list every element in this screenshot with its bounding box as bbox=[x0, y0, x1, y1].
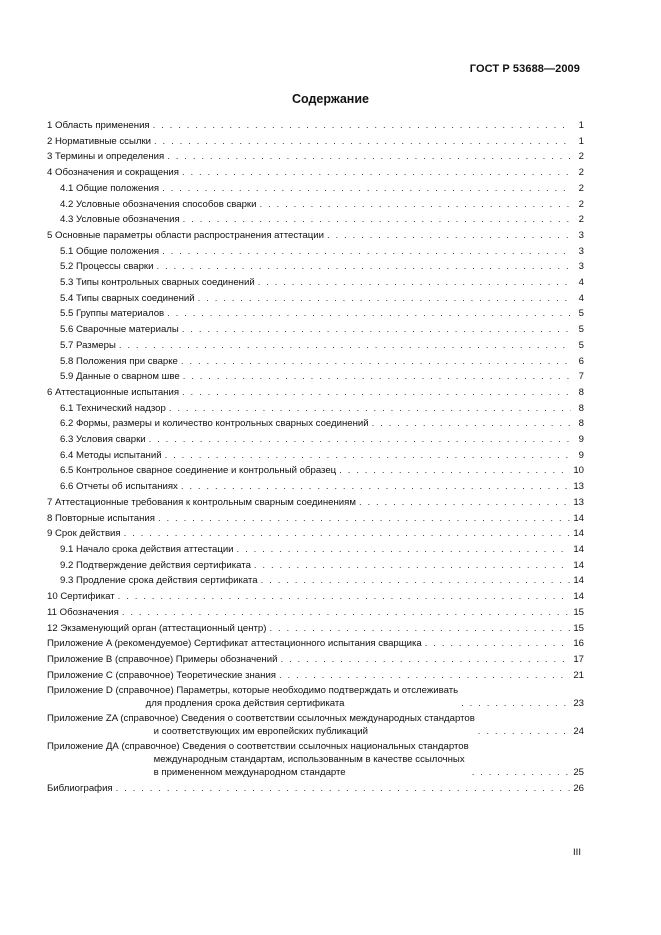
toc-leader-dots bbox=[156, 259, 571, 275]
toc-entry[interactable] bbox=[47, 479, 584, 495]
toc-leader-dots bbox=[167, 149, 571, 165]
toc-entry[interactable] bbox=[47, 636, 584, 652]
toc-leader-dots bbox=[167, 306, 571, 322]
toc-entry[interactable] bbox=[47, 306, 584, 322]
toc-leader-dots bbox=[359, 495, 570, 511]
toc-entry-label: 4.1 Общие положения bbox=[60, 182, 160, 194]
toc-entry-page: 3 bbox=[578, 261, 584, 273]
toc-leader-dots bbox=[339, 463, 570, 479]
toc-entry-label: 6.3 Условия сварки bbox=[60, 434, 146, 446]
toc-entry[interactable] bbox=[47, 197, 584, 213]
toc-leader-dots bbox=[153, 118, 571, 134]
toc-entry-label: 5.2 Процессы сварки bbox=[60, 261, 154, 273]
toc-entry[interactable] bbox=[47, 589, 584, 605]
toc-entry-label: 9 Срок действия bbox=[47, 528, 121, 540]
toc-entry-label: 6.1 Технический надзор bbox=[60, 402, 166, 414]
toc-entry-page: 8 bbox=[578, 402, 584, 414]
toc-entry-label: 6.2 Формы, размеры и количество контрольных сварных соединений bbox=[60, 418, 369, 430]
toc-entry[interactable] bbox=[47, 275, 584, 291]
toc-entry-page: 8 bbox=[578, 418, 584, 430]
toc-entry-page: 1 bbox=[578, 120, 584, 131]
toc-entry[interactable] bbox=[47, 134, 584, 150]
toc-leader-dots bbox=[154, 134, 571, 150]
toc-entry-page: 14 bbox=[573, 543, 584, 555]
toc-entry-label: 11 Обозначения bbox=[47, 606, 119, 618]
toc-entry-label: 6.5 Контрольное сварное соединение и контрольный образец bbox=[60, 465, 337, 477]
toc-entry[interactable] bbox=[47, 212, 584, 228]
toc-leader-dots bbox=[182, 165, 571, 181]
toc-entry[interactable] bbox=[47, 448, 584, 464]
toc-leader-dots bbox=[162, 244, 571, 260]
table-of-contents bbox=[47, 118, 584, 797]
toc-leader-dots bbox=[183, 212, 571, 228]
toc-leader-dots bbox=[280, 652, 570, 668]
toc-entry-page: 2 bbox=[578, 214, 584, 226]
toc-leader-dots bbox=[119, 338, 571, 354]
toc-entry-page: 13 bbox=[573, 496, 584, 508]
toc-leader-dots bbox=[124, 526, 571, 542]
toc-entry-label: 5 Основные параметры области распространения аттестации bbox=[47, 229, 324, 241]
toc-leader-dots bbox=[425, 636, 571, 652]
toc-entry[interactable] bbox=[47, 369, 584, 385]
toc-entry-label: 5.4 Типы сварных соединений bbox=[60, 292, 195, 304]
toc-leader-dots bbox=[478, 725, 571, 738]
toc-entry-label: 6 Аттестационные испытания bbox=[47, 386, 180, 398]
toc-entry-label: 3 Термины и определения bbox=[47, 151, 165, 163]
toc-leader-dots bbox=[472, 766, 571, 779]
toc-entry[interactable] bbox=[47, 354, 584, 370]
toc-entry-page: 3 bbox=[578, 245, 584, 257]
toc-entry-page: 16 bbox=[573, 638, 584, 650]
toc-entry[interactable] bbox=[47, 181, 584, 197]
toc-entry-page: 4 bbox=[578, 292, 584, 304]
toc-entry-page: 26 bbox=[573, 783, 584, 795]
page-title: Содержание bbox=[291, 92, 369, 106]
document-id: ГОСТ Р 53688—2009 bbox=[469, 63, 580, 75]
toc-leader-dots bbox=[254, 558, 570, 574]
toc-entry-label: Библиография bbox=[47, 783, 113, 795]
toc-entry-page: 14 bbox=[573, 528, 584, 540]
toc-entry[interactable] bbox=[47, 781, 584, 797]
toc-entry-page: 21 bbox=[573, 669, 584, 681]
toc-entry-page: 23 bbox=[573, 698, 584, 710]
toc-leader-dots bbox=[258, 275, 571, 291]
toc-leader-dots bbox=[198, 291, 571, 307]
toc-entry-label: 5.9 Данные о сварном шве bbox=[60, 371, 180, 383]
toc-leader-dots bbox=[162, 181, 571, 197]
toc-entry[interactable] bbox=[47, 495, 584, 511]
toc-entry-page: 2 bbox=[578, 151, 584, 163]
toc-leader-dots bbox=[149, 432, 571, 448]
toc-leader-dots bbox=[118, 589, 571, 605]
toc-entry-label: 9.2 Подтверждение действия сертификата bbox=[60, 559, 251, 571]
toc-entry[interactable] bbox=[47, 259, 584, 275]
toc-entry[interactable] bbox=[47, 338, 584, 354]
toc-entry-label: 10 Сертификат bbox=[47, 591, 115, 603]
toc-entry-page: 6 bbox=[578, 355, 584, 367]
toc-entry-label: 1 Область применения bbox=[47, 120, 150, 131]
toc-leader-dots bbox=[181, 354, 571, 370]
toc-entry[interactable] bbox=[47, 291, 584, 307]
toc-entry-label: 4.3 Условные обозначения bbox=[60, 214, 180, 226]
toc-entry-page: 5 bbox=[578, 339, 584, 351]
toc-entry[interactable] bbox=[47, 118, 584, 134]
toc-entry-label: 9.3 Продление срока действия сертификата bbox=[60, 575, 258, 587]
toc-entry-label: 12 Экзаменующий орган (аттестационный центр) bbox=[47, 622, 267, 634]
toc-entry-page: 4 bbox=[578, 277, 584, 289]
toc-leader-dots bbox=[158, 511, 570, 527]
toc-entry-page: 1 bbox=[578, 135, 584, 147]
toc-entry-label: Приложение C (справочное) Теоретические знания bbox=[47, 669, 276, 681]
toc-entry-page: 9 bbox=[578, 434, 584, 446]
toc-entry-page: 2 bbox=[578, 182, 584, 194]
toc-leader-dots bbox=[237, 542, 571, 558]
toc-entry[interactable] bbox=[47, 165, 584, 181]
toc-entry[interactable] bbox=[47, 244, 584, 260]
toc-entry-page: 14 bbox=[573, 575, 584, 587]
toc-leader-dots bbox=[461, 697, 570, 710]
toc-entry-label: 4 Обозначения и сокращения bbox=[47, 167, 179, 179]
toc-leader-dots bbox=[269, 621, 570, 637]
toc-entry[interactable] bbox=[47, 432, 584, 448]
toc-entry-label: Приложение ДА (справочное) Сведения о соответствии ссылочных национальных стандартов международным стандартам, использованным в качестве ссылочных в примененном международном стандарте bbox=[47, 741, 469, 779]
toc-entry-page: 9 bbox=[578, 449, 584, 461]
toc-entry-page: 10 bbox=[573, 465, 584, 477]
toc-entry[interactable] bbox=[47, 712, 584, 738]
toc-entry-label: 4.2 Условные обозначения способов сварки bbox=[60, 198, 257, 210]
toc-entry-page: 5 bbox=[578, 308, 584, 320]
toc-entry[interactable] bbox=[47, 526, 584, 542]
toc-entry-label: Приложение D (справочное) Параметры, которые необходимо подтверждать и отслеживать для продления срока действия сертификата bbox=[47, 685, 459, 710]
toc-leader-dots bbox=[181, 479, 570, 495]
toc-entry-page: 15 bbox=[573, 606, 584, 618]
toc-entry-label: 6.6 Отчеты об испытаниях bbox=[60, 481, 178, 493]
toc-leader-dots bbox=[261, 573, 571, 589]
toc-entry[interactable] bbox=[47, 652, 584, 668]
toc-entry-label: 5.6 Сварочные материалы bbox=[60, 324, 179, 336]
toc-entry-page: 7 bbox=[578, 371, 584, 383]
toc-entry-label: 8 Повторные испытания bbox=[47, 512, 155, 524]
toc-entry-page: 13 bbox=[573, 481, 584, 493]
toc-entry-label: 5.7 Размеры bbox=[60, 339, 116, 351]
toc-entry-page: 15 bbox=[573, 622, 584, 634]
toc-entry[interactable] bbox=[47, 558, 584, 574]
toc-entry[interactable] bbox=[47, 542, 584, 558]
toc-leader-dots bbox=[260, 197, 572, 213]
toc-leader-dots bbox=[182, 385, 571, 401]
toc-entry[interactable] bbox=[47, 740, 584, 779]
toc-entry-label: Приложение ZA (справочное) Сведения о соответствии ссылочных международных стандартов и соответствующих им европейских публикаций bbox=[47, 713, 475, 738]
toc-entry[interactable] bbox=[47, 463, 584, 479]
toc-entry[interactable] bbox=[47, 621, 584, 637]
toc-entry-page: 17 bbox=[573, 653, 584, 665]
toc-entry-page: 3 bbox=[578, 229, 584, 241]
toc-entry-label: 5.3 Типы контрольных сварных соединений bbox=[60, 277, 255, 289]
toc-entry-page: 2 bbox=[578, 198, 584, 210]
toc-entry-label: 9.1 Начало срока действия аттестации bbox=[60, 543, 234, 555]
toc-entry-label: 5.5 Группы материалов bbox=[60, 308, 165, 320]
toc-entry-label: Приложение A (рекомендуемое) Сертификат аттестационного испытания сварщика bbox=[47, 638, 422, 650]
toc-entry[interactable] bbox=[47, 684, 584, 710]
toc-entry[interactable] bbox=[47, 228, 584, 244]
toc-entry[interactable] bbox=[47, 668, 584, 684]
toc-entry-page: 5 bbox=[578, 324, 584, 336]
toc-entry-page: 14 bbox=[573, 591, 584, 603]
toc-leader-dots bbox=[372, 416, 571, 432]
toc-entry-page: 24 bbox=[573, 726, 584, 738]
toc-leader-dots bbox=[169, 401, 571, 417]
toc-leader-dots bbox=[182, 322, 571, 338]
toc-leader-dots bbox=[279, 668, 570, 684]
toc-entry[interactable] bbox=[47, 385, 584, 401]
toc-entry-page: 14 bbox=[573, 559, 584, 571]
toc-entry-label: 7 Аттестационные требования к контрольным сварным соединениям bbox=[47, 496, 356, 508]
toc-entry[interactable] bbox=[47, 416, 584, 432]
toc-entry-page: 25 bbox=[573, 767, 584, 779]
toc-entry[interactable] bbox=[47, 605, 584, 621]
toc-leader-dots bbox=[122, 605, 571, 621]
page-number: III bbox=[573, 847, 581, 858]
toc-entry-label: 6.4 Методы испытаний bbox=[60, 449, 162, 461]
toc-entry[interactable] bbox=[47, 511, 584, 527]
toc-entry[interactable] bbox=[47, 573, 584, 589]
toc-leader-dots bbox=[183, 369, 571, 385]
toc-entry-page: 8 bbox=[578, 386, 584, 398]
toc-entry-page: 2 bbox=[578, 167, 584, 179]
toc-entry-label: Приложение B (справочное) Примеры обозначений bbox=[47, 653, 278, 665]
toc-leader-dots bbox=[116, 781, 571, 797]
toc-entry[interactable] bbox=[47, 322, 584, 338]
toc-entry-page: 14 bbox=[573, 512, 584, 524]
toc-leader-dots bbox=[165, 448, 571, 464]
toc-entry-label: 5.8 Положения при сварке bbox=[60, 355, 178, 367]
toc-entry[interactable] bbox=[47, 149, 584, 165]
toc-leader-dots bbox=[327, 228, 571, 244]
toc-entry[interactable] bbox=[47, 401, 584, 417]
toc-entry-label: 2 Нормативные ссылки bbox=[47, 135, 152, 147]
toc-entry-label: 5.1 Общие положения bbox=[60, 245, 160, 257]
